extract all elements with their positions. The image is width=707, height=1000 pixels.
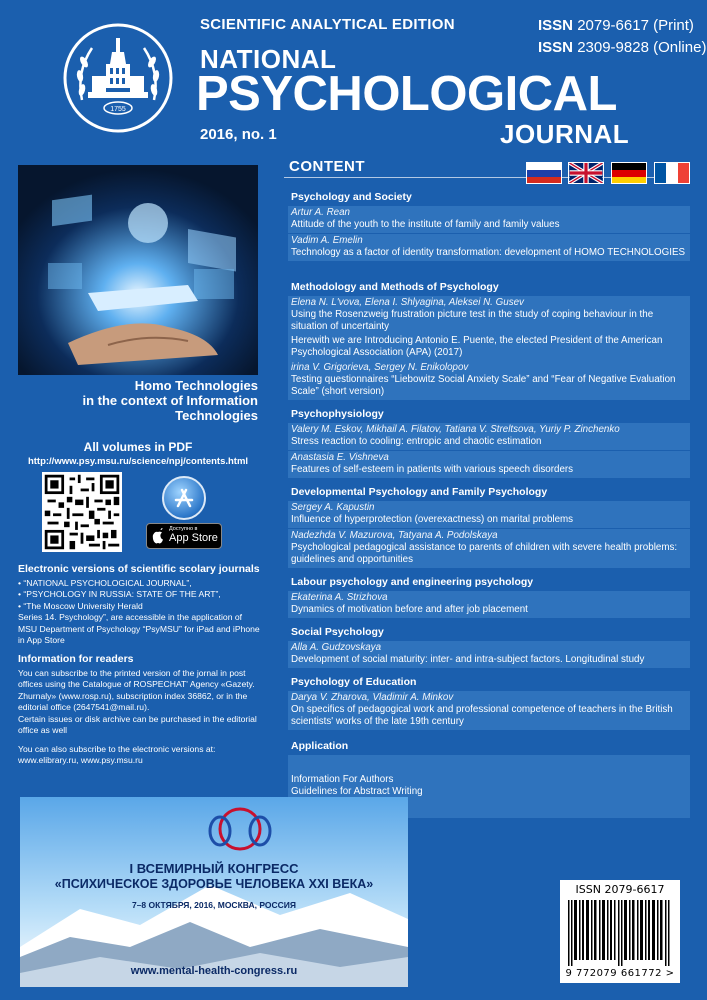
- title-psychological: PSYCHOLOGICAL: [196, 67, 617, 121]
- article-authors: Sergey A. Kapustin: [291, 502, 375, 513]
- electronic-line: Series 14. Psychology”, are accessible in the application of MSU Department of Psychology “PsyMSU” for iPad and iPhone in App Store: [18, 612, 260, 646]
- article-title: Development of social maturity: inter- and intra-subject factors. Longitudinal study: [291, 654, 645, 665]
- mountain-background: [20, 797, 408, 987]
- article-entry[interactable]: [288, 423, 690, 450]
- hero-caption-1: Homo Technologies: [134, 378, 258, 393]
- section-title: Developmental Psychology and Family Psychology: [291, 486, 548, 498]
- electronic-versions-list: [18, 578, 262, 646]
- article-title: Using the Rosenzweig frustration picture test in the study of coping behaviour in the situation of uncertainty: [291, 309, 654, 332]
- flag-france-icon[interactable]: [654, 162, 690, 184]
- article-entry[interactable]: [288, 451, 690, 478]
- banner-line-1: I ВСЕМИРНЫЙ КОНГРЕСС: [129, 861, 299, 876]
- article-authors: Ekaterina A. Strizhova: [291, 592, 388, 603]
- article-title: Dynamics of motivation before and after job placement: [291, 604, 528, 615]
- flag-germany-icon[interactable]: [611, 162, 647, 184]
- banner-line-2: «ПСИХИЧЕСКОЕ ЗДОРОВЬЕ ЧЕЛОВЕКА XXI ВЕКА»: [54, 877, 374, 891]
- article-entry[interactable]: [288, 641, 690, 668]
- edition-label: SCIENTIFIC ANALYTICAL EDITION: [200, 16, 455, 33]
- article-title: On specifics of pedagogical work and professional competence of teachers in the British scientists' works of the late 19th century: [291, 704, 673, 727]
- appstore-big-text: App Store: [169, 532, 218, 544]
- article-entry[interactable]: [288, 501, 690, 528]
- subscribe-text: [18, 744, 262, 767]
- issue-number: 2016, no. 1: [200, 126, 277, 143]
- electronic-versions-heading: Electronic versions of scientific scolary journals: [18, 563, 260, 575]
- logo-year: 1755: [110, 106, 126, 113]
- article-title: Attitude of the youth to the institute of family and family values: [291, 219, 560, 230]
- barcode: [560, 880, 680, 983]
- article-title: Herewith we are Introducing Antonio E. Puente, the elected President of the American Psychological Association (APA) (2017): [291, 335, 663, 358]
- article-entry[interactable]: [288, 591, 690, 618]
- article-title: Features of self-esteem in patients with various speech disorders: [291, 464, 574, 475]
- app-store-a-icon: [164, 478, 204, 518]
- appstore-small-text: Доступно в: [169, 526, 198, 532]
- barcode-number: 9 772079 661772 >: [565, 968, 675, 979]
- info-readers-text: [18, 668, 262, 736]
- barcode-issn: ISSN 2079-6617: [575, 883, 665, 896]
- hero-image: [18, 165, 258, 375]
- article-authors: Anastasia E. Vishneva: [291, 452, 389, 463]
- subscribe-links[interactable]: www.elibrary.ru, www.psy.msu.ru: [18, 755, 143, 766]
- info-readers-heading: Information for readers: [18, 653, 134, 665]
- section-title: Methodology and Methods of Psychology: [291, 281, 499, 293]
- barcode-bars: [568, 900, 672, 966]
- banner-line-3: 7–8 ОКТЯБРЯ, 2016, МОСКВА, РОССИЯ: [131, 900, 297, 910]
- article-authors: Vadim A. Emelin: [291, 235, 363, 246]
- electronic-line: • “PSYCHOLOGY IN RUSSIA: STATE OF THE ART”,: [18, 589, 221, 600]
- article-authors: Darya V. Zharova, Vladimir A. Minkov: [291, 692, 454, 703]
- info-line: Certain issues or disk archive can be purchased in the editorial office as well: [18, 713, 257, 736]
- app-store-badge-button[interactable]: [146, 523, 222, 549]
- article-entry[interactable]: [288, 691, 690, 730]
- flag-uk-icon[interactable]: [568, 162, 604, 184]
- volumes-url-link[interactable]: http://www.psy.msu.ru/science/npj/contents.html: [27, 456, 249, 467]
- title-national: NATIONAL: [200, 44, 337, 74]
- article-entry[interactable]: [288, 361, 690, 400]
- article-entry[interactable]: [288, 206, 690, 233]
- article-entry[interactable]: [288, 529, 690, 568]
- article-entry[interactable]: [288, 296, 690, 335]
- flag-russia-icon[interactable]: [526, 162, 562, 184]
- app-store-icon[interactable]: [162, 476, 206, 520]
- article-title: Information For Authors Guidelines for Abstract Writing: [291, 774, 423, 797]
- article-authors: Nadezhda V. Mazurova, Tatyana A. Podolskaya: [291, 530, 498, 541]
- content-heading: CONTENT: [289, 158, 365, 175]
- electronic-line: • “The Moscow University Herald: [18, 600, 143, 611]
- section-title: Psychology and Society: [291, 191, 412, 203]
- article-title: Technology as a factor of identity transformation: development of HOMO TECHNOLOGIES: [291, 247, 686, 258]
- section-title: Psychology of Education: [291, 676, 417, 688]
- info-line: You can subscribe to the printed version of the jornal in post offices using the Catalogue of ROSPECHAT' Agency «Gazety. Zhurnaly» (www.rosp.ru), subscription index 36862, or in the editorial office (2647541@mail.ru).: [18, 668, 255, 713]
- qr-code[interactable]: [42, 472, 122, 552]
- congress-banner[interactable]: [20, 797, 408, 987]
- section-title: Application: [291, 740, 349, 752]
- article-title: Psychological pedagogical assistance to parents of children with severe health problems: guidelines and opportunities: [291, 542, 678, 565]
- subscribe-line: You can also subscribe to the electronic versions at:: [18, 744, 216, 754]
- issn-print: ISSN 2079-6617 (Print): [538, 17, 694, 34]
- article-authors: Valery M. Eskov, Mikhail A. Filatov, Tatiana V. Streltsova, Yuriy P. Zinchenko: [291, 424, 620, 435]
- article-title: Testing questionnaires “Liebowitz Social Anxiety Scale” and “Fear of Negative Evaluation Scale” (short version): [291, 374, 676, 397]
- article-entry[interactable]: [288, 334, 690, 361]
- section-title: Psychophysiology: [291, 408, 384, 420]
- hero-caption-2: in the context of Information Technologies: [82, 393, 258, 423]
- article-authors: Alla A. Gudzovskaya: [291, 642, 382, 653]
- section-title: Labour psychology and engineering psychology: [291, 576, 534, 588]
- msu-emblem-icon: [62, 22, 174, 134]
- article-authors: Elena N. L'vova, Elena I. Shlyagina, Aleksei N. Gusev: [291, 297, 524, 308]
- banner-url-link[interactable]: www.mental-health-congress.ru: [130, 965, 298, 977]
- article-authors: Artur A. Rean: [291, 207, 350, 218]
- article-title: Influence of hyperprotection (overexactness) on marital problems: [291, 514, 574, 525]
- all-volumes-label: All volumes in PDF: [83, 440, 193, 454]
- issn-online: ISSN 2309-9828 (Online): [538, 39, 707, 56]
- apple-icon: [151, 528, 165, 544]
- article-authors: irina V. Grigorieva, Sergey N. Enikolopov: [291, 362, 469, 373]
- section-title: Social Psychology: [291, 626, 384, 638]
- title-journal: JOURNAL: [500, 119, 630, 149]
- article-entry[interactable]: [288, 234, 690, 261]
- electronic-line: • “NATIONAL PSYCHOLOGICAL JOURNAL”,: [18, 578, 192, 588]
- article-title: Stress reaction to cooling: entropic and chaotic estimation: [291, 436, 542, 447]
